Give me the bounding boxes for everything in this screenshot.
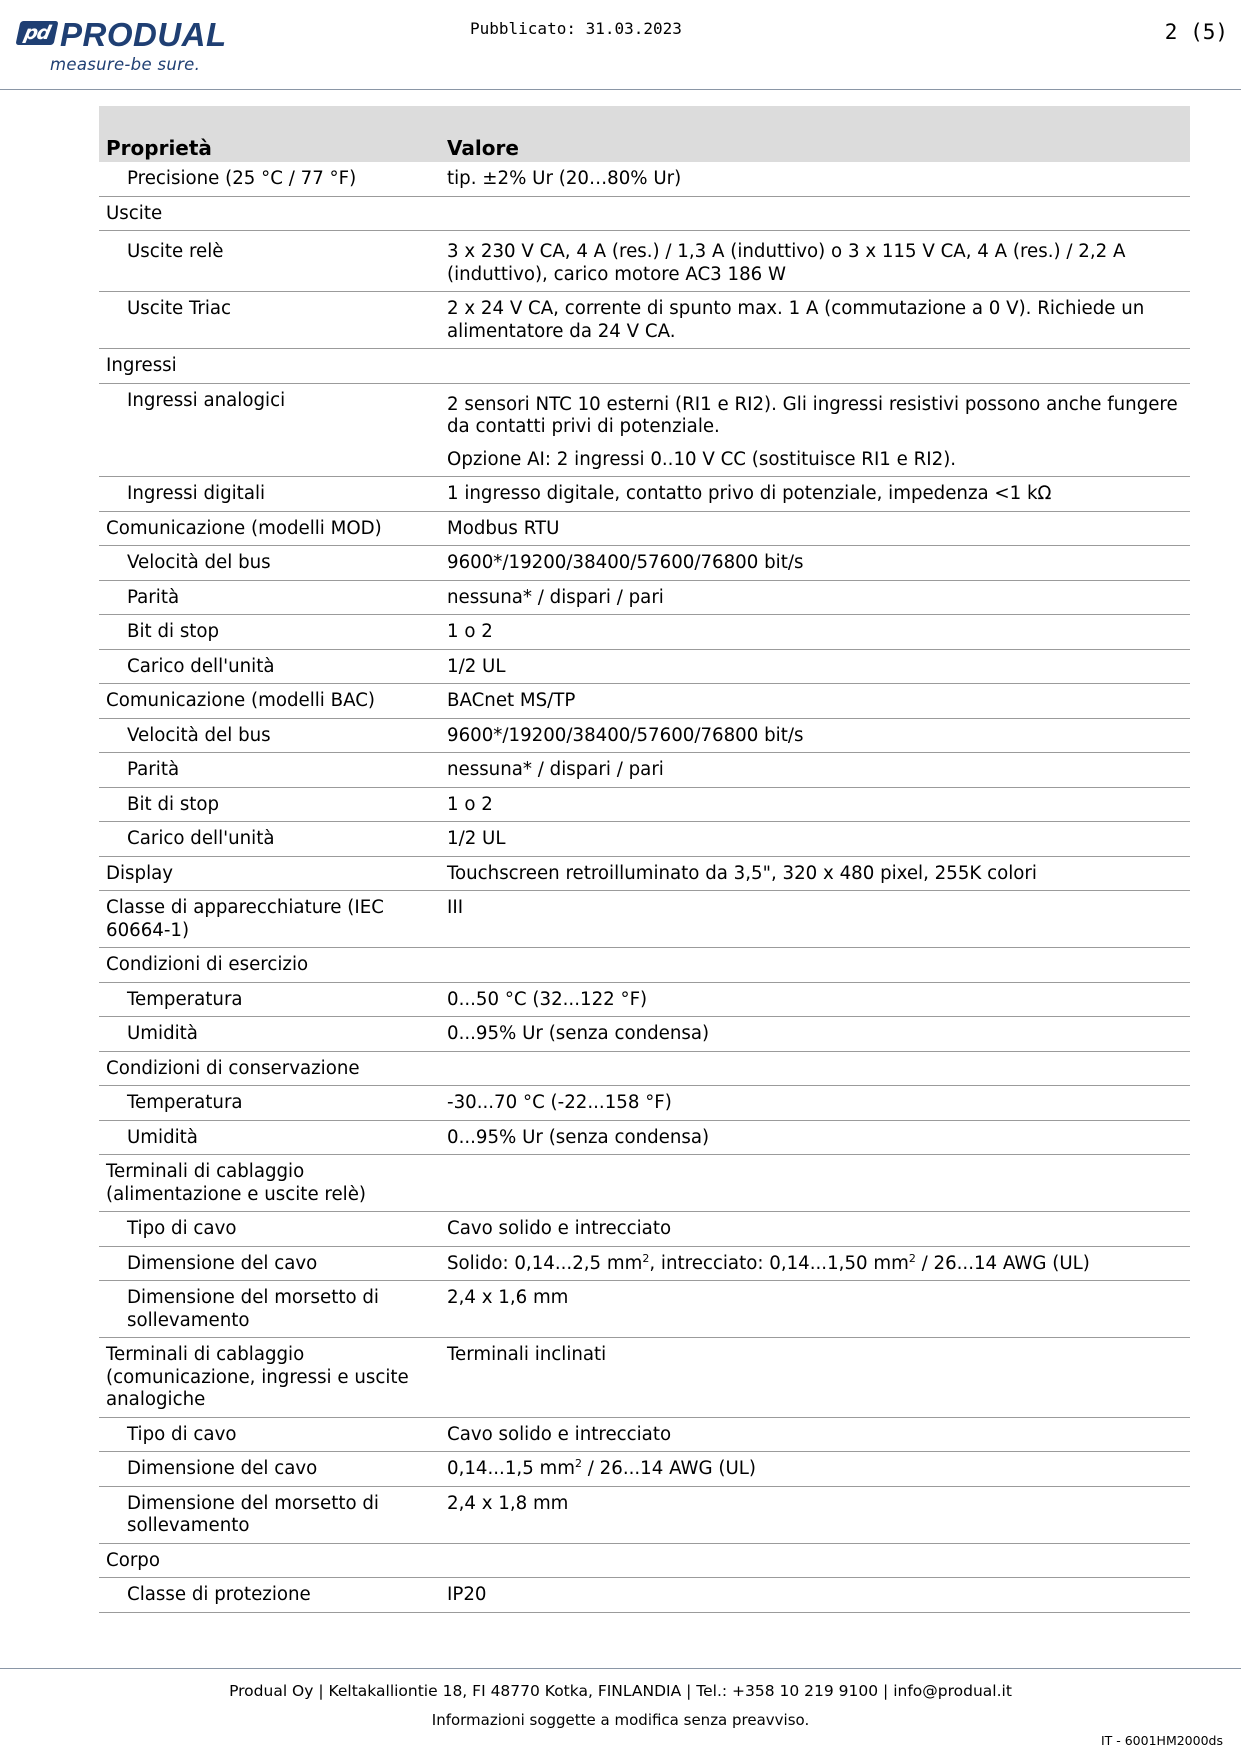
property-cell: Velocità del bus xyxy=(99,546,440,581)
specifications-table xyxy=(99,106,1190,1613)
table-row xyxy=(99,1120,1190,1155)
property-cell: Ingressi analogici xyxy=(99,383,440,477)
property-cell xyxy=(99,231,440,292)
value-cell xyxy=(440,1452,1190,1487)
value-cell: 9600*/19200/38400/57600/76800 bit/s xyxy=(440,718,1190,753)
table-row xyxy=(99,349,1190,384)
value-cell: Cavo solido e intrecciato xyxy=(440,1212,1190,1247)
table-row xyxy=(99,292,1190,349)
property-cell: Ingressi digitali xyxy=(99,477,440,512)
property-cell: Carico dell'unità xyxy=(99,822,440,857)
value-cell xyxy=(440,349,1190,384)
property-cell: Dimensione del morsetto di sollevamento xyxy=(99,1281,440,1338)
superscript: 2 xyxy=(908,1251,916,1265)
value-cell: Modbus RTU xyxy=(440,511,1190,546)
value-cell: nessuna* / dispari / pari xyxy=(440,580,1190,615)
table-row xyxy=(99,1051,1190,1086)
table-row xyxy=(99,753,1190,788)
logo-mark-text: pd xyxy=(22,22,52,44)
property-group-cell: Condizioni di esercizio xyxy=(99,948,440,983)
property-cell: Precisione (25 °C / 77 °F) xyxy=(127,168,357,189)
value-cell: nessuna* / dispari / pari xyxy=(440,753,1190,788)
property-group-cell: Uscite xyxy=(99,196,440,231)
property-cell: Tipo di cavo xyxy=(99,1212,440,1247)
header-divider xyxy=(0,89,1241,90)
value-cell: 9600*/19200/38400/57600/76800 bit/s xyxy=(440,546,1190,581)
table-row xyxy=(99,383,1190,477)
value-cell: 0...95% Ur (senza condensa) xyxy=(440,1120,1190,1155)
property-cell: Carico dell'unità xyxy=(99,649,440,684)
value-cell xyxy=(440,1051,1190,1086)
value-cell: 2 x 24 V CA, corrente di spunto max. 1 A (commutazione a 0 V). Richiede un alimentatore da 24 V CA. xyxy=(440,292,1190,349)
value-cell xyxy=(440,1246,1190,1281)
table-row xyxy=(99,1452,1190,1487)
table-row xyxy=(99,546,1190,581)
footer-contact: Produal Oy | Keltakalliontie 18, FI 48770 Kotka, FINLANDIA | Tel.: +358 10 219 9100 | info@produal.it xyxy=(229,1682,1012,1700)
property-group-cell: Comunicazione (modelli MOD) xyxy=(99,511,440,546)
property-cell: Dimensione del cavo xyxy=(99,1452,440,1487)
value-cell xyxy=(440,1543,1190,1578)
value-cell xyxy=(440,1155,1190,1212)
produal-logo xyxy=(18,18,233,80)
table-row xyxy=(99,1417,1190,1452)
value-text: , intrecciato: 0,14...1,50 mm xyxy=(649,1252,909,1274)
value-cell: 0...50 °C (32...122 °F) xyxy=(440,982,1190,1017)
table-row xyxy=(99,787,1190,822)
table-row xyxy=(99,1086,1190,1121)
value-cell: 1 ingresso digitale, contatto privo di potenziale, impedenza <1 kΩ xyxy=(440,477,1190,512)
table-row xyxy=(99,982,1190,1017)
table-row xyxy=(99,1017,1190,1052)
table-row xyxy=(99,231,1190,292)
logo-tagline: measure-be sure. xyxy=(50,55,201,74)
property-cell: Bit di stop xyxy=(99,787,440,822)
page-number: 2 (5) xyxy=(1164,20,1228,44)
superscript: 2 xyxy=(574,1457,582,1470)
value-cell: BACnet MS/TP xyxy=(440,684,1190,719)
table-row xyxy=(99,1212,1190,1247)
value-cell xyxy=(440,231,1190,292)
property-cell: Parità xyxy=(99,753,440,788)
property-group-cell: Corpo xyxy=(99,1543,440,1578)
property-group-cell: Classe di apparecchiature (IEC 60664-1) xyxy=(99,891,440,948)
table-row xyxy=(99,1155,1190,1212)
document-code: IT - 6001HM2000ds xyxy=(1100,1733,1223,1748)
table-row xyxy=(99,477,1190,512)
superscript: 2 xyxy=(642,1251,650,1265)
property-group-cell: Display xyxy=(99,856,440,891)
value-cell xyxy=(440,948,1190,983)
property-group-cell: Terminali di cablaggio (comunicazione, ingressi e uscite analogiche xyxy=(99,1338,440,1418)
table-row xyxy=(99,580,1190,615)
property-cell: Dimensione del morsetto di sollevamento xyxy=(99,1486,440,1543)
value-cell: 1/2 UL xyxy=(440,649,1190,684)
table-row xyxy=(99,948,1190,983)
value-text: Solido: 0,14...2,5 mm xyxy=(447,1252,643,1274)
value-cell: Touchscreen retroilluminato da 3,5", 320 x 480 pixel, 255K colori xyxy=(440,856,1190,891)
value-text: / 26...14 AWG (UL) xyxy=(915,1252,1090,1274)
footer-disclaimer: Informazioni soggette a modifica senza preavviso. xyxy=(431,1711,810,1729)
value-cell: III xyxy=(440,891,1190,948)
table-row xyxy=(99,684,1190,719)
property-cell: Classe di protezione xyxy=(99,1578,440,1613)
value-cell: 2,4 x 1,6 mm xyxy=(440,1281,1190,1338)
footer-divider xyxy=(0,1668,1241,1669)
table-row xyxy=(99,162,1190,196)
property-cell: Temperatura xyxy=(99,982,440,1017)
value-cell xyxy=(440,196,1190,231)
value-cell: -30...70 °C (-22...158 °F) xyxy=(440,1086,1190,1121)
table-row xyxy=(99,1246,1190,1281)
value-paragraph: Opzione AI: 2 ingressi 0..10 V CC (sostituisce RI1 e RI2). xyxy=(447,448,957,470)
table-row xyxy=(99,1578,1190,1613)
value-cell: Terminali inclinati xyxy=(440,1338,1190,1418)
table-row xyxy=(99,615,1190,650)
table-row xyxy=(99,649,1190,684)
table-row xyxy=(99,856,1190,891)
property-text: Uscite relè xyxy=(127,241,224,262)
property-cell: Temperatura xyxy=(99,1086,440,1121)
property-cell: Dimensione del cavo xyxy=(99,1246,440,1281)
published-date: Pubblicato: 31.03.2023 xyxy=(470,19,682,38)
value-text: / 26...14 AWG (UL) xyxy=(581,1458,757,1479)
logo-mark xyxy=(15,21,58,45)
value-cell: 1 o 2 xyxy=(440,787,1190,822)
value-cell: IP20 xyxy=(440,1578,1190,1613)
logo-wordmark: PRODUAL xyxy=(60,16,227,53)
value-cell: tip. ±2% Ur (20…80% Ur) xyxy=(447,168,682,189)
property-cell: Tipo di cavo xyxy=(99,1417,440,1452)
value-cell: 1 o 2 xyxy=(440,615,1190,650)
table-row xyxy=(99,196,1190,231)
property-cell: Velocità del bus xyxy=(99,718,440,753)
value-paragraph: 2 sensori NTC 10 esterni (RI1 e RI2). Gli ingressi resistivi possono anche fungere da contatti privi di potenziale. xyxy=(447,393,1178,437)
property-group-cell: Ingressi xyxy=(99,349,440,384)
value-cell xyxy=(440,383,1190,477)
property-group-cell: Terminali di cablaggio (alimentazione e uscite relè) xyxy=(99,1155,440,1212)
property-cell: Parità xyxy=(99,580,440,615)
property-cell: Umidità xyxy=(99,1017,440,1052)
table-row xyxy=(99,891,1190,948)
table-row xyxy=(99,822,1190,857)
table-row xyxy=(99,1543,1190,1578)
value-cell: 1/2 UL xyxy=(440,822,1190,857)
value-text: 3 x 230 V CA, 4 A (res.) / 1,3 A (induttivo) o 3 x 115 V CA, 4 A (res.) / 2,2 A (induttivo), carico motore AC3 186 W xyxy=(447,241,1126,285)
table-row xyxy=(99,511,1190,546)
table-row xyxy=(99,1338,1190,1418)
table-row xyxy=(99,1281,1190,1338)
table-row xyxy=(99,718,1190,753)
property-cell: Uscite Triac xyxy=(99,292,440,349)
value-cell: 0...95% Ur (senza condensa) xyxy=(440,1017,1190,1052)
property-group-cell: Condizioni di conservazione xyxy=(99,1051,440,1086)
table-row xyxy=(99,1486,1190,1543)
value-cell: 2,4 x 1,8 mm xyxy=(440,1486,1190,1543)
column-header-property: Proprietà xyxy=(99,106,440,162)
value-cell: Cavo solido e intrecciato xyxy=(440,1417,1190,1452)
property-cell: Umidità xyxy=(99,1120,440,1155)
property-cell: Bit di stop xyxy=(99,615,440,650)
table-header-row xyxy=(99,106,1190,162)
value-text: 0,14...1,5 mm xyxy=(447,1458,575,1479)
property-group-cell: Comunicazione (modelli BAC) xyxy=(99,684,440,719)
column-header-value: Valore xyxy=(440,106,1190,162)
